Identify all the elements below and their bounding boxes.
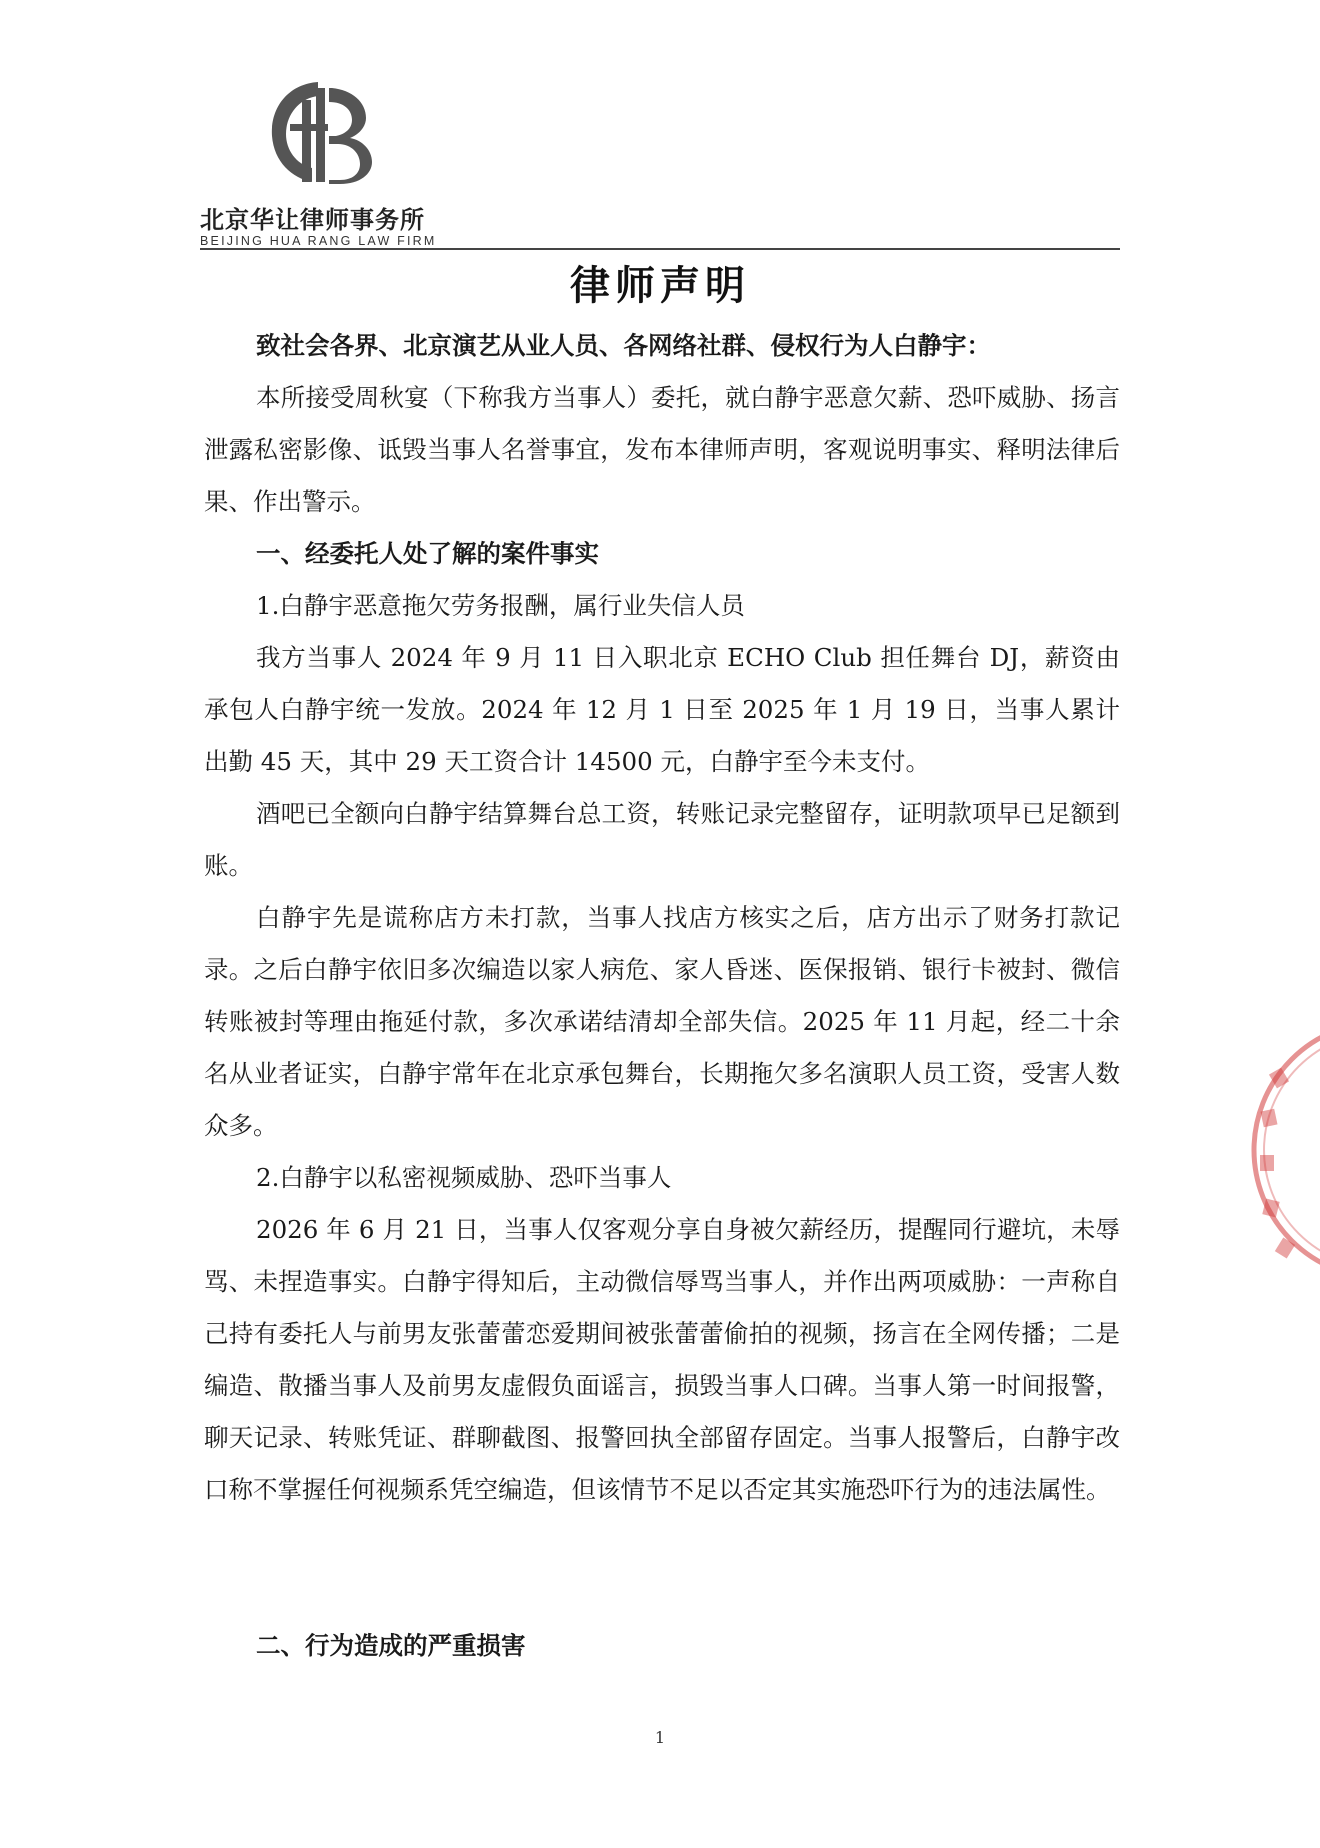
law-firm-logo-icon bbox=[266, 78, 376, 190]
paragraph-settlement: 酒吧已全额向白静宇结算舞台总工资，转账记录完整留存，证明款项早已足额到账。 bbox=[204, 799, 1120, 880]
firm-name-cn: 北京华让律师事务所 bbox=[200, 206, 425, 234]
section-1-sub-1-title: 1.白静宇恶意拖欠劳务报酬，属行业失信人员 bbox=[256, 591, 745, 620]
paragraph-wages: 我方当事人 2024 年 9 月 11 日入职北京 ECHO Club 担任舞台 DJ，薪资由承包人白静宇统一发放。2024 年 12 月 1 日至 2025 年 1 月 19 日，当事人累计出勤 45 天，其中 29 天工资合计 14500 元，白静宇至今未支付。 bbox=[204, 643, 1120, 776]
firm-name-en: BEIJING HUA RANG LAW FIRM bbox=[200, 234, 437, 248]
intro-paragraph: 本所接受周秋宴（下称我方当事人）委托，就白静宇恶意欠薪、恐吓威胁、扬言泄露私密影像、诋毁当事人名誉事宜，发布本律师声明，客观说明事实、释明法律后果、作出警示。 bbox=[204, 383, 1120, 516]
section-1-heading: 一、经委托人处了解的案件事实 bbox=[256, 539, 599, 568]
salutation: 致社会各界、北京演艺从业人员、各网络社群、侵权行为人白静宇： bbox=[256, 331, 991, 360]
header-divider bbox=[200, 248, 1120, 250]
page-number: 1 bbox=[654, 1728, 666, 1747]
document-title: 律师声明 bbox=[570, 263, 750, 309]
section-2-heading: 二、行为造成的严重损害 bbox=[256, 1631, 526, 1660]
paragraph-threats: 2026 年 6 月 21 日，当事人仅客观分享自身被欠薪经历，提醒同行避坑，未辱骂、未捏造事实。白静宇得知后，主动微信辱骂当事人，并作出两项威胁：一声称自己持有委托人与前男友张蕾蕾恋爱期间被张蕾蕾偷拍的视频，扬言在全网传播；二是编造、散播当事人及前男友虚假负面谣言，损毁当事人口碑。当事人第一时间报警，聊天记录、转账凭证、群聊截图、报警回执全部留存固定。当事人报警后，白静宇改口称不掌握任何视频系凭空编造，但该情节不足以否定其实施恐吓行为的违法属性。 bbox=[204, 1215, 1120, 1504]
section-1-sub-2-title: 2.白静宇以私密视频威胁、恐吓当事人 bbox=[256, 1163, 672, 1192]
red-seal-stamp-icon bbox=[1232, 1000, 1320, 1300]
paragraph-excuses: 白静宇先是谎称店方未打款，当事人找店方核实之后，店方出示了财务打款记录。之后白静宇依旧多次编造以家人病危、家人昏迷、医保报销、银行卡被封、微信转账被封等理由拖延付款，多次承诺结清却全部失信。2025 年 11 月起，经二十余名从业者证实，白静宇常年在北京承包舞台，长期拖欠多名演职人员工资，受害人数众多。 bbox=[204, 903, 1120, 1140]
